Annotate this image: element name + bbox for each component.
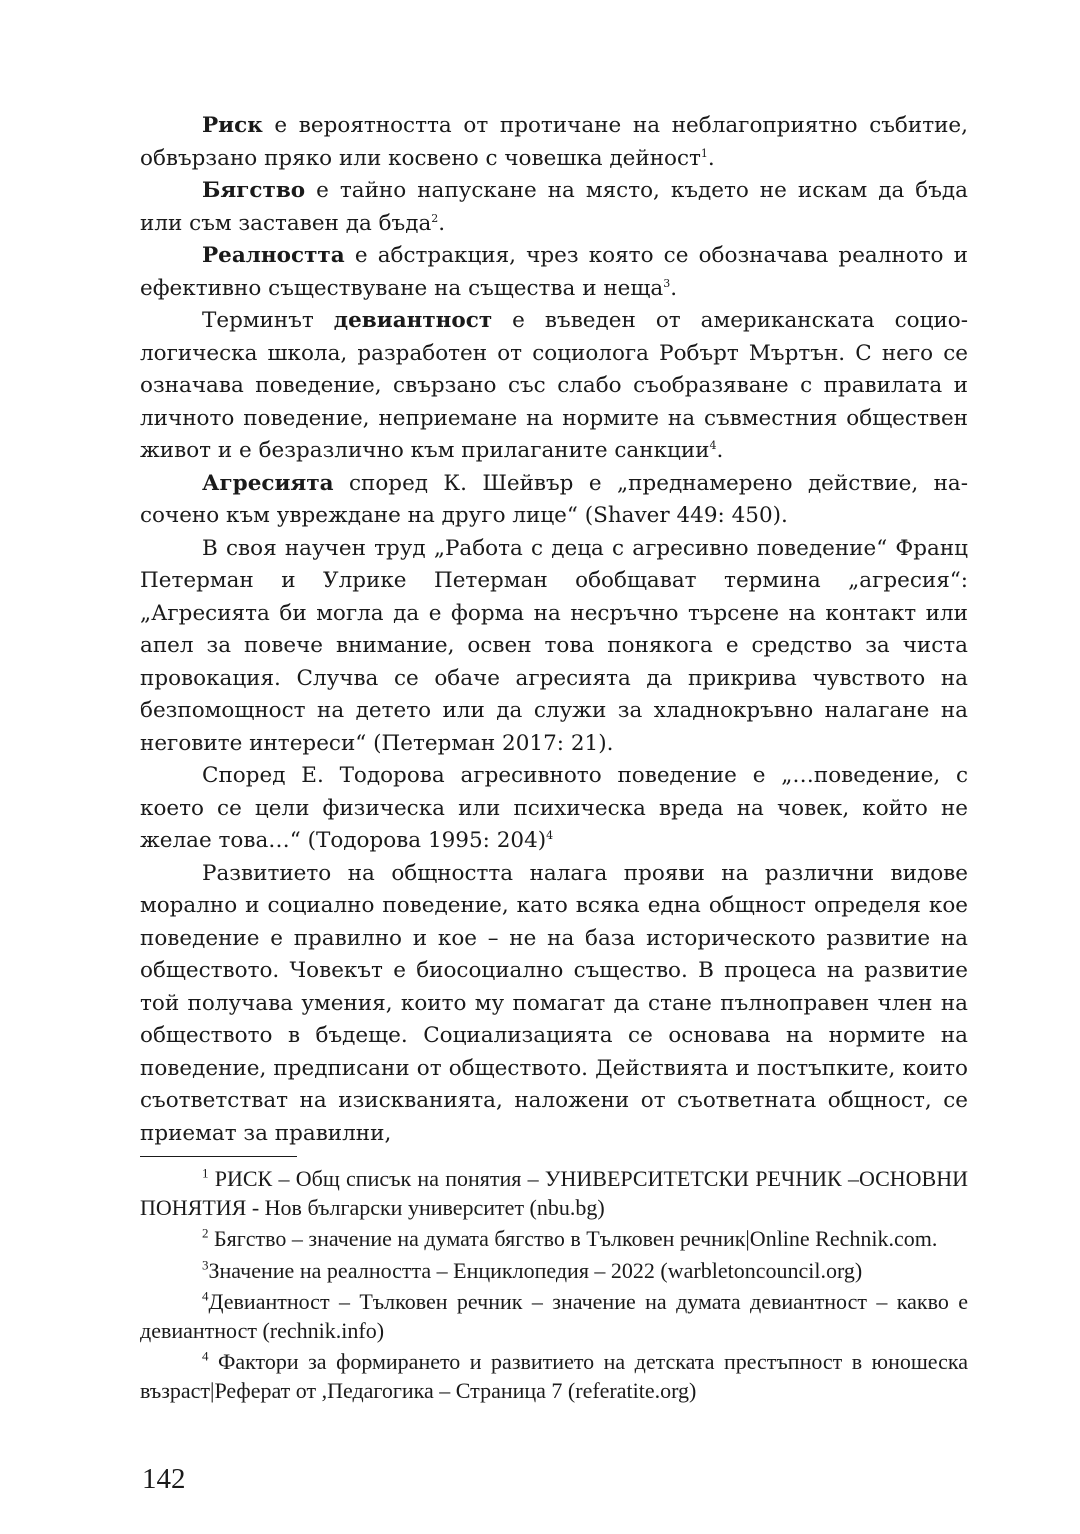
footnote-ref-3[interactable]: 3 bbox=[663, 276, 671, 290]
paragraph-risk: Риск е вероятността от протичане на неблагоприятно събитие, обвързано пряко или косвено с човешка дейност$^1$. bbox=[140, 113, 968, 171]
paragraph-reality: Реалността е абстракция, чрез която се обозначава реалното и ефективно съществуване на същества и неща$^3$. bbox=[140, 243, 968, 301]
paragraph-deviance: Терминът девиантност е въведен от американската социологическа школа, разработен от социолога Робърт Мъртън. С него се означава поведение, свързано със слабо съобразяване с правилата и личното поведение, неприемане на нормите на съвместния обществен живот и е безразлично към прилаганите санкции$^4$. bbox=[140, 308, 968, 463]
footnote-3: $^3$Значение на реалността – Енциклопедия – 2022 (warbletoncouncil.org) bbox=[202, 1257, 863, 1283]
paragraph-petermann: В своя научен труд „Работа с деца с агресивно поведение“ Франц Петерман и Улрике Петерман обобщават термина „агресия“: „Агресията би могла да е форма на несръчно търсене на контакт или апел за повече внимание, освен това понякога е средство за чиста провокация. Случва се обаче агресията да прикрива чувството на безпомощност на детето или да служи за хладнокръвно налагане на неговите интереси“ (Петерман 2017: 21). bbox=[140, 535, 968, 756]
term-escape: Бягство bbox=[202, 178, 306, 203]
footnote-divider bbox=[140, 1156, 297, 1157]
footnote-2: $^2$ Бягство – значение на думата бягство в Тълковен речник|Online Rechnik.com. bbox=[202, 1225, 938, 1251]
paragraph-todorova: Според Е. Тодорова агресивното поведение е „…поведение, с което се цели физическа или психическа вреда на човек, който не желае това…“ (Тодорова 1995: 204)$^4$ bbox=[140, 763, 968, 853]
footnote-ref-2[interactable]: 2 bbox=[431, 211, 439, 225]
term-deviance: девиантност bbox=[333, 308, 493, 333]
footnotes bbox=[140, 1165, 968, 1405]
paragraph-aggression: Агресията според К. Шейвър е „преднамерено действие, насочено към увреждане на друго лице“ (Shaver 449: 450). bbox=[140, 470, 968, 528]
page-number: 142 bbox=[142, 1463, 186, 1495]
footnote-5: $^4$ Фактори за формирането и развитието на детската престъпност в юношеска възраст|Реферат от ,Педагогика – Страница 7 (referatite.org) bbox=[140, 1348, 968, 1403]
paragraph-escape: Бягство е тайно напускане на място, където не искам да бъда или съм заставен да бъда$^2$. bbox=[140, 178, 968, 236]
footnote-ref-1[interactable]: 1 bbox=[700, 146, 708, 160]
term-aggression: Агресията bbox=[202, 470, 334, 496]
footnote-1: $^1$ РИСК – Общ списък на понятия – УНИВЕРСИТЕТСКИ РЕЧНИК –ОСНОВНИ ПОНЯТИЯ - Нов български университет (nbu.bg) bbox=[140, 1165, 968, 1220]
paragraph-community: Развитието на общността налага прояви на различни видове морално и социално поведение, като всяка една общност определя кое поведение е правилно и кое – не на база историческото развитие на обществото. Човекът е биосоциално същество. В процеса на развитие той получава умения, които му помагат да стане пълноправен член на обществото в бъдеще. Социализацията се основава на нормите на поведение, предписани от обществото. Действията и постъпките, които съответстват на изискванията, наложени от съответната общност, се приемат за правилни, bbox=[140, 860, 968, 1146]
term-risk: Риск bbox=[202, 113, 263, 138]
term-reality: Реалността bbox=[202, 243, 345, 268]
page-content bbox=[140, 110, 968, 1408]
footnote-4: $^4$Девиантност – Тълковен речник – значение на думата девиантност – какво е девиантност (rechnik.info) bbox=[140, 1288, 968, 1343]
footnote-ref-4b[interactable]: 4 bbox=[546, 828, 554, 842]
body-text bbox=[140, 110, 968, 1150]
footnote-ref-4[interactable]: 4 bbox=[709, 438, 717, 452]
